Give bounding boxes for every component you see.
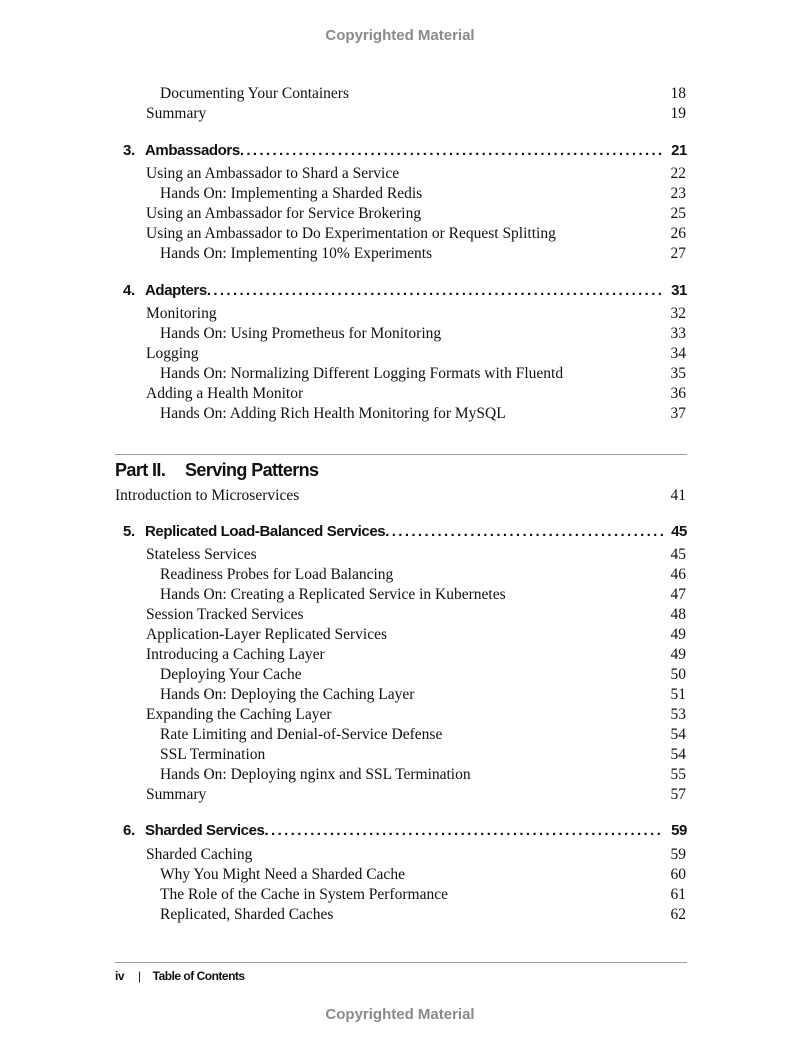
entry-title: Documenting Your Containers [160,85,350,102]
toc-entry[interactable] [0,364,800,384]
chapter-heading-6[interactable] [123,822,687,844]
entry-page: 54 [670,726,686,743]
part-divider-rule [115,454,687,455]
toc-pre-entry[interactable] [0,104,800,124]
entry-title: Hands On: Deploying the Caching Layer [160,686,415,703]
entry-page: 26 [670,225,686,242]
entry-page: 35 [670,365,686,382]
footer-rule [115,962,687,963]
chapter-number: 3. [123,142,135,159]
entry-page: 54 [670,746,686,763]
chapter-title: Sharded Services [145,822,265,839]
entry-title: Introduction to Microservices [115,487,300,504]
toc-entry[interactable] [0,324,800,344]
entry-page: 53 [670,706,686,723]
footer-separator: | [138,969,141,983]
entry-page: 55 [670,766,686,783]
entry-title: Why You Might Need a Sharded Cache [160,866,405,883]
leader-dots [385,523,663,540]
entry-page: 45 [670,546,686,563]
entry-page: 50 [670,666,686,683]
toc-entry[interactable] [0,204,800,224]
entry-page: 37 [670,405,686,422]
entry-page: 22 [670,165,686,182]
entry-title: Using an Ambassador to Shard a Service [146,165,400,182]
chapter-number: 6. [123,822,135,839]
entry-page: 47 [670,586,686,603]
entry-page: 51 [670,686,686,703]
entry-page: 46 [670,566,686,583]
toc-entry[interactable] [0,344,800,364]
entry-title: Using an Ambassador for Service Brokering [146,205,422,222]
entry-page: 57 [670,786,686,803]
entry-title: Readiness Probes for Load Balancing [160,566,394,583]
entry-page: 49 [670,626,686,643]
leader-dots [240,142,663,159]
chapter-title: Adapters [145,282,207,299]
chapter-heading-5[interactable] [123,523,687,545]
entry-title: The Role of the Cache in System Performance [160,886,448,903]
toc-entry[interactable] [0,625,800,645]
toc-entry[interactable] [0,685,800,705]
toc-entry[interactable] [0,565,800,585]
footer-page-number: iv [115,969,125,983]
toc-entry[interactable] [0,224,800,244]
entry-page: 41 [670,487,686,504]
toc-entry[interactable] [0,905,800,925]
toc-entry[interactable] [0,164,800,184]
entry-title: Hands On: Creating a Replicated Service in Kubernetes [160,586,506,603]
entry-title: Logging [146,345,199,362]
entry-title: Sharded Caching [146,846,253,863]
entry-title: Replicated, Sharded Caches [160,906,334,923]
entry-title: Rate Limiting and Denial-of-Service Defense [160,726,443,743]
entry-title: Monitoring [146,305,217,322]
entry-page: 60 [670,866,686,883]
copyright-watermark-top: Copyrighted Material [325,27,475,44]
toc-entry[interactable] [0,585,800,605]
entry-title: Session Tracked Services [146,606,304,623]
toc-entry[interactable] [0,244,800,264]
toc-entry[interactable] [0,605,800,625]
leader-dots [265,822,664,839]
toc-entry[interactable] [0,725,800,745]
toc-pre-entry[interactable] [0,84,800,104]
entry-title: Adding a Health Monitor [146,385,304,402]
entry-page: 34 [670,345,686,362]
entry-page: 25 [670,205,686,222]
toc-entry[interactable] [0,404,800,424]
chapter-page: 59 [671,822,687,839]
toc-entry[interactable] [0,645,800,665]
entry-title: Deploying Your Cache [160,666,302,683]
toc-entry[interactable] [0,384,800,404]
entry-title: Introducing a Caching Layer [146,646,325,663]
toc-part-intro[interactable] [0,486,800,506]
entry-title: Hands On: Adding Rich Health Monitoring for MySQL [160,405,506,422]
entry-title: Hands On: Deploying nginx and SSL Termination [160,766,471,783]
chapter-heading-3[interactable] [123,142,687,164]
chapter-number: 4. [123,282,135,299]
entry-page: 61 [670,886,686,903]
toc-entry[interactable] [0,665,800,685]
toc-entry[interactable] [0,304,800,324]
entry-title: Hands On: Normalizing Different Logging Formats with Fluentd [160,365,564,382]
entry-page: 59 [670,846,686,863]
entry-title: Expanding the Caching Layer [146,706,332,723]
toc-entry[interactable] [0,765,800,785]
entry-title: Application-Layer Replicated Services [146,626,388,643]
entry-title: Summary [146,786,207,803]
part-title: Serving Patterns [185,460,319,480]
entry-page: 48 [670,606,686,623]
chapter-page: 45 [671,523,687,540]
entry-title: Hands On: Implementing 10% Experiments [160,245,433,262]
toc-entry[interactable] [0,545,800,565]
entry-page: 32 [670,305,686,322]
leader-dots [207,282,663,299]
part-heading[interactable] [115,460,318,481]
chapter-heading-4[interactable] [123,282,687,304]
entry-page: 19 [670,105,686,122]
entry-page: 33 [670,325,686,342]
toc-entry[interactable] [0,785,800,805]
chapter-number: 5. [123,523,135,540]
toc-entry[interactable] [0,705,800,725]
chapter-page: 31 [671,282,687,299]
toc-entry[interactable] [0,845,800,865]
entry-title: SSL Termination [160,746,266,763]
entry-title: Summary [146,105,207,122]
entry-title: Stateless Services [146,546,257,563]
entry-page: 27 [670,245,686,262]
entry-page: 49 [670,646,686,663]
entry-page: 62 [670,906,686,923]
entry-title: Hands On: Implementing a Sharded Redis [160,185,423,202]
toc-entry[interactable] [0,885,800,905]
entry-title: Using an Ambassador to Do Experimentation or Request Splitting [146,225,556,242]
toc-entry[interactable] [0,184,800,204]
toc-entry[interactable] [0,865,800,885]
chapter-title: Ambassadors [145,142,240,159]
toc-entry[interactable] [0,745,800,765]
chapter-title: Replicated Load-Balanced Services [145,523,386,540]
entry-page: 36 [670,385,686,402]
footer-section-title: Table of Contents [152,969,245,983]
entry-title: Hands On: Using Prometheus for Monitoring [160,325,442,342]
copyright-watermark-bottom: Copyrighted Material [325,1006,475,1023]
entry-page: 18 [670,85,686,102]
entry-page: 23 [670,185,686,202]
chapter-page: 21 [671,142,687,159]
part-label: Part II. [115,460,166,480]
page-footer [115,969,245,983]
